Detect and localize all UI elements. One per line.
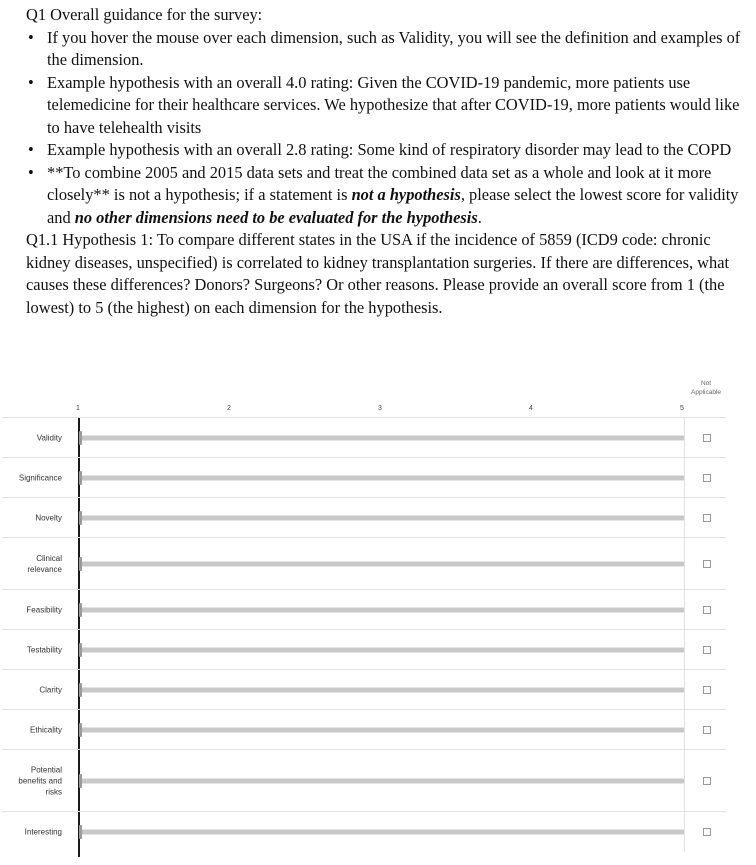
guidance-text: Example hypothesis with an overall 2.8 rating: Some kind of respiratory disorder may lead to the COPD <box>47 140 732 159</box>
bullet-marker: • <box>28 72 34 92</box>
bullet-marker: • <box>28 162 34 182</box>
slider-handle[interactable] <box>79 825 82 839</box>
scale-tick-label: 1 <box>76 405 80 412</box>
guidance-text: If you hover the mouse over each dimension, such as Validity, you will see the definition and examples of the dimension. <box>47 27 741 69</box>
bullet-marker: • <box>28 140 34 159</box>
not-applicable-cell <box>684 812 727 852</box>
rating-row <box>2 629 726 670</box>
not-applicable-checkbox[interactable] <box>703 777 711 785</box>
slider-handle[interactable] <box>79 603 82 617</box>
slider-handle[interactable] <box>79 431 82 445</box>
slider-track[interactable] <box>80 830 684 835</box>
guidance-text: . <box>477 207 482 227</box>
guidance-item <box>26 27 752 72</box>
dimension-label: Novelty <box>35 513 62 523</box>
guidance-text: **To combine 2005 and 2015 data sets and treat the combined data set as a whole and look at it more closely** is not a hypothesis; if a statement is <box>47 162 712 204</box>
slider-handle[interactable] <box>79 557 82 571</box>
guidance-text: Example hypothesis with an overall 4.0 rating: Given the COVID-19 pandemic, more patients use telemedicine for their healthcare services. We hypothesize that after COVID-19, more patients would like to have telehealth visits <box>47 72 740 137</box>
slider-track[interactable] <box>80 608 684 613</box>
not-applicable-checkbox[interactable] <box>703 434 711 442</box>
not-applicable-checkbox[interactable] <box>703 828 711 836</box>
slider-track[interactable] <box>80 688 684 693</box>
dimension-label: Clarity <box>39 685 62 695</box>
not-applicable-checkbox[interactable] <box>703 606 711 614</box>
slider-track[interactable] <box>80 728 684 733</box>
not-applicable-cell <box>684 538 727 590</box>
slider-track[interactable] <box>80 648 684 653</box>
slider-handle[interactable] <box>79 723 82 737</box>
rating-row <box>2 497 726 538</box>
guidance-emphasis: not a hypothesis <box>351 185 461 204</box>
scale-tick-label: 5 <box>680 405 684 412</box>
dimension-label: Ethicality <box>29 725 62 735</box>
dimension-label: Clinical relevance <box>27 554 62 574</box>
slider-track[interactable] <box>80 516 684 521</box>
q1-heading: Q1 Overall guidance for the survey: <box>26 5 263 24</box>
not-applicable-cell <box>684 710 727 750</box>
not-applicable-cell <box>684 458 727 498</box>
not-applicable-cell <box>684 590 727 630</box>
guidance-item <box>26 162 752 230</box>
slider-handle[interactable] <box>79 774 82 788</box>
not-applicable-checkbox[interactable] <box>703 686 711 694</box>
dimension-label: Testability <box>26 645 62 655</box>
rating-row <box>2 537 726 590</box>
dimension-label: Validity <box>36 433 62 443</box>
slider-track[interactable] <box>80 562 684 567</box>
rating-scale <box>0 380 756 865</box>
guidance-item <box>26 72 752 140</box>
survey-question-text <box>26 4 752 319</box>
slider-handle[interactable] <box>79 511 82 525</box>
dimension-label: Potential benefits and risks <box>18 765 62 797</box>
not-applicable-checkbox[interactable] <box>703 514 711 522</box>
slider-handle[interactable] <box>79 471 82 485</box>
not-applicable-checkbox[interactable] <box>703 560 711 568</box>
guidance-list <box>26 27 752 230</box>
guidance-item <box>26 139 752 162</box>
not-applicable-cell <box>684 750 727 812</box>
slider-handle[interactable] <box>79 683 82 697</box>
not-applicable-checkbox[interactable] <box>703 646 711 654</box>
bullet-marker: • <box>28 27 34 47</box>
not-applicable-cell <box>684 498 727 538</box>
scale-tick-label: 2 <box>227 405 231 412</box>
rating-row <box>2 589 726 630</box>
dimension-label: Feasibility <box>26 605 62 615</box>
slider-track[interactable] <box>80 476 684 481</box>
scale-tick-label: 4 <box>529 405 533 412</box>
guidance-emphasis: no other dimensions need to be evaluated for the hypothesis <box>74 207 478 227</box>
dimension-label: Significance <box>18 473 62 483</box>
not-applicable-header: Not Applicable <box>691 380 721 396</box>
rating-row <box>2 669 726 710</box>
rating-row <box>2 457 726 498</box>
not-applicable-checkbox[interactable] <box>703 474 711 482</box>
dimension-label: Interesting <box>24 827 62 837</box>
slider-handle[interactable] <box>79 643 82 657</box>
not-applicable-cell <box>684 418 727 458</box>
rating-row <box>2 417 726 458</box>
slider-track[interactable] <box>80 436 684 441</box>
not-applicable-checkbox[interactable] <box>703 726 711 734</box>
guidance-text: , please select the lowest score for validity and <box>47 185 739 227</box>
slider-track[interactable] <box>80 779 684 784</box>
rating-row <box>2 811 726 852</box>
q1-1-question: Q1.1 Hypothesis 1: To compare different states in the USA if the incidence of 5859 (ICD9 code: chronic kidney diseases, unspecified) is correlated to kidney transplantation surgeries. If there are differences, what causes these differences? Donors? Surgeons? Or other reasons. Please provide an overall score from 1 (the lowest) to 5 (the highest) on each dimension for the hypothesis. <box>26 230 730 317</box>
not-applicable-cell <box>684 670 727 710</box>
scale-tick-label: 3 <box>378 405 382 412</box>
not-applicable-cell <box>684 630 727 670</box>
rating-row <box>2 709 726 750</box>
rating-row <box>2 749 726 812</box>
